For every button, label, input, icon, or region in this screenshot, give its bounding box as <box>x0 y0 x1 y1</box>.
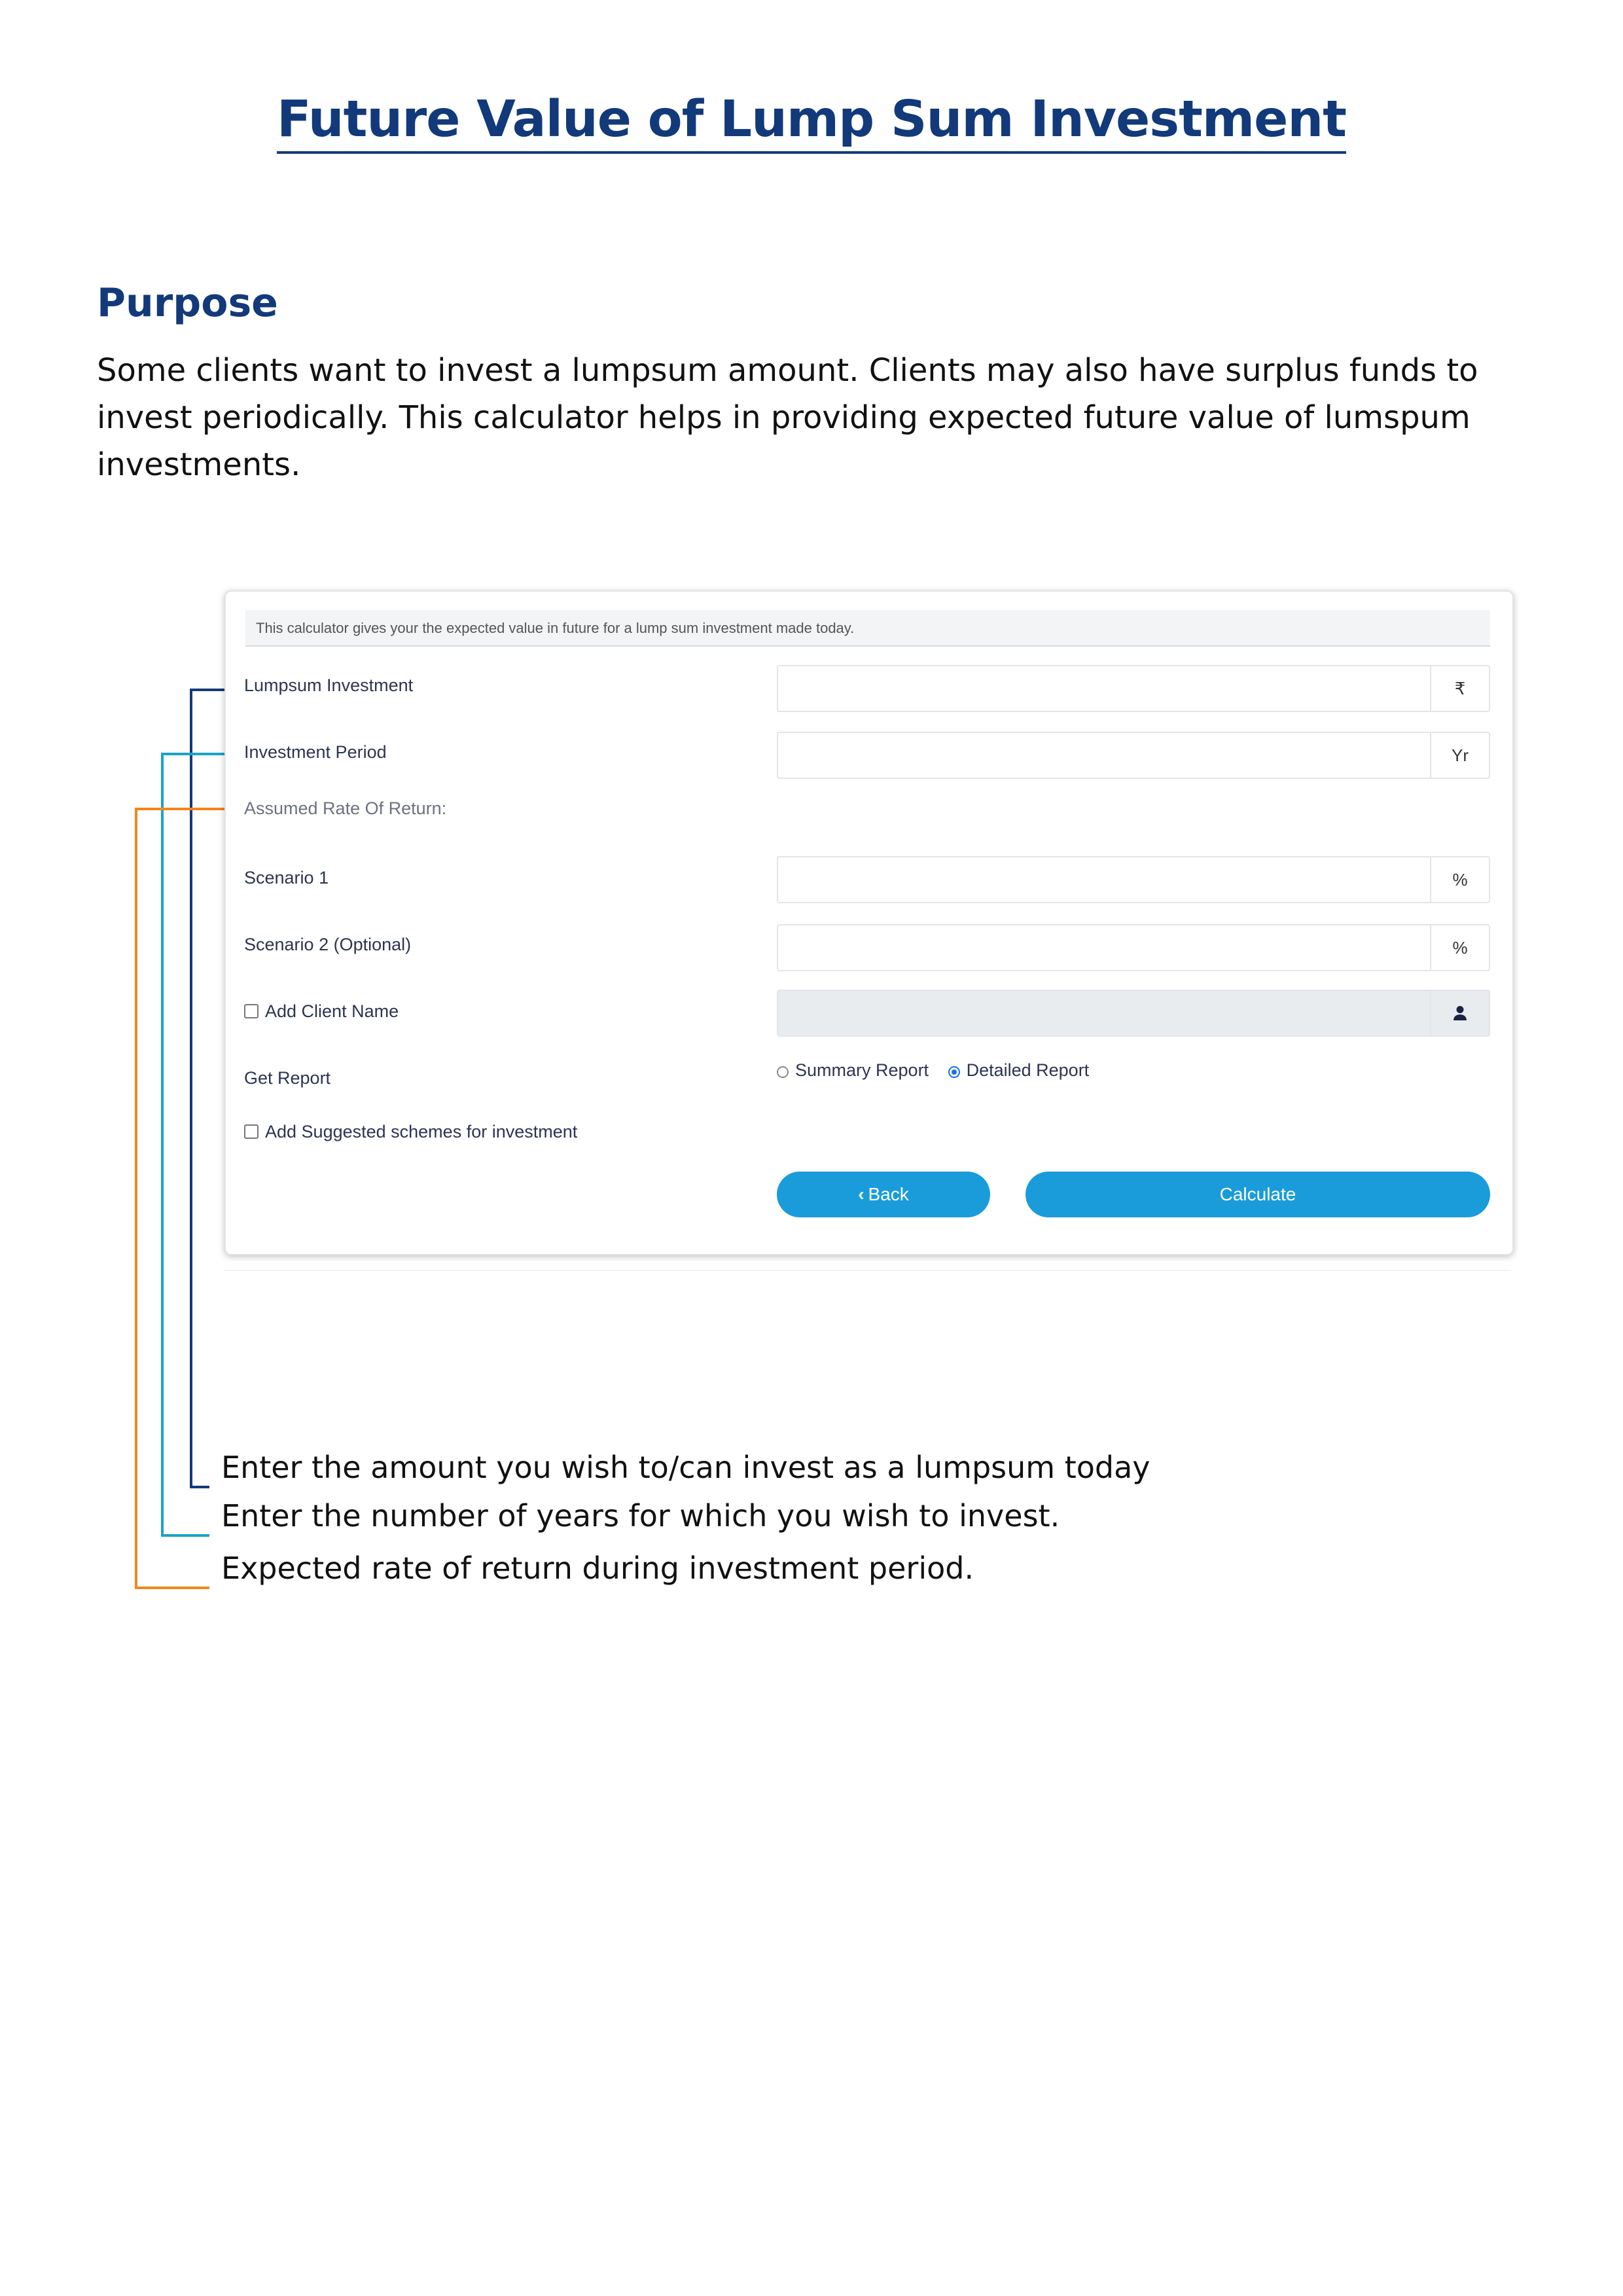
divider <box>224 1270 1511 1271</box>
calculate-button[interactable]: Calculate <box>1026 1172 1490 1217</box>
chevron-left-icon: ‹ <box>858 1184 865 1204</box>
purpose-text: Some clients want to invest a lumpsum amount. Clients may also have surplus funds to invest periodically. This calculator helps in providing expected future value of lumspum investments. <box>97 352 1478 483</box>
scenario2-label: Scenario 2 (Optional) <box>244 935 412 954</box>
annotation-rate: Expected rate of return during investment period. <box>221 1551 974 1586</box>
rupee-icon: ₹ <box>1430 666 1489 711</box>
period-input[interactable] <box>777 732 1490 779</box>
detailed-report-option[interactable]: Detailed Report <box>948 1060 1090 1080</box>
scenario1-input[interactable] <box>777 856 1490 903</box>
checkbox-icon[interactable] <box>244 1124 259 1139</box>
annotation-lumpsum: Enter the amount you wish to/can invest as a lumpsum today <box>221 1450 1150 1485</box>
period-unit: Yr <box>1430 733 1489 778</box>
scenario2-input[interactable] <box>777 924 1490 971</box>
rate-label: Assumed Rate Of Return: <box>244 798 447 818</box>
percent-icon: % <box>1430 925 1489 970</box>
annotation-period: Enter the number of years for which you wish to invest. <box>221 1498 1060 1534</box>
lumpsum-input[interactable] <box>777 665 1490 712</box>
add-client-name-checkbox[interactable]: Add Client Name <box>244 1001 399 1022</box>
summary-report-option[interactable]: Summary Report <box>777 1060 929 1080</box>
period-label: Investment Period <box>244 742 387 762</box>
get-report-label: Get Report <box>244 1068 331 1088</box>
percent-icon: % <box>1430 857 1489 902</box>
lumpsum-label: Lumpsum Investment <box>244 675 414 695</box>
checkbox-icon[interactable] <box>244 1004 259 1018</box>
back-button[interactable]: ‹ Back <box>777 1172 990 1217</box>
scenario1-label: Scenario 1 <box>244 868 329 888</box>
radio-icon[interactable] <box>777 1066 789 1078</box>
suggested-schemes-checkbox[interactable]: Add Suggested schemes for investment <box>244 1122 577 1142</box>
radio-selected-icon[interactable] <box>948 1066 960 1078</box>
calculator-note: This calculator gives your the expected value in future for a lump sum investment made today. <box>245 610 1490 647</box>
client-name-input[interactable] <box>777 990 1490 1037</box>
calculator-card <box>224 590 1514 1255</box>
report-options <box>777 1060 1089 1081</box>
purpose-heading: Purpose <box>97 280 278 326</box>
page-title: Future Value of Lump Sum Investment <box>0 90 1623 149</box>
user-icon[interactable] <box>1430 991 1489 1035</box>
